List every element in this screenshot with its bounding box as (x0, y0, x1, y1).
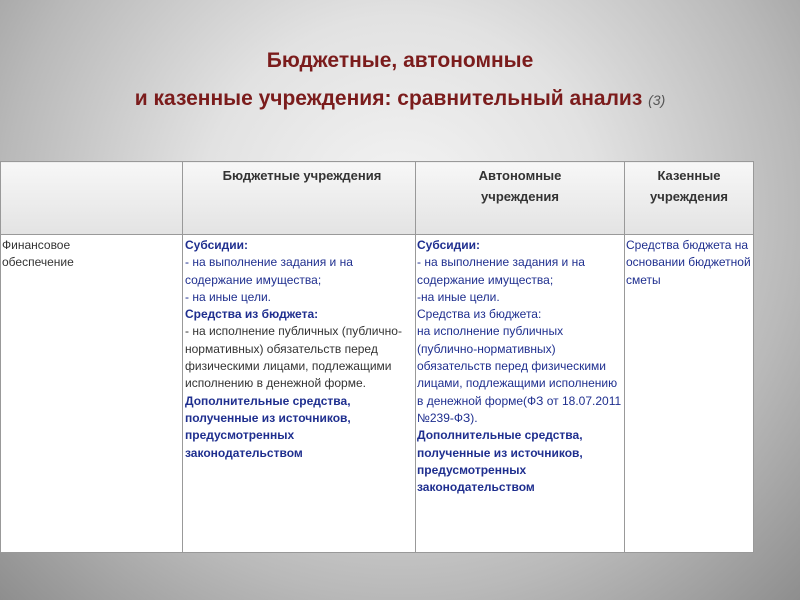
table-row-financing (1, 235, 754, 553)
row-label-cell (1, 235, 183, 553)
autonomous-subsidies-heading: Субсидии: (417, 238, 481, 252)
autonomous-funds-heading: Средства из бюджета: (417, 307, 542, 322)
comparison-table (0, 161, 754, 553)
slide-title (0, 42, 800, 119)
autonomous-cell (416, 235, 625, 553)
header-autonomous (416, 162, 625, 235)
table-header-row (1, 162, 754, 235)
title-suffix: (3) (648, 92, 666, 108)
budget-subsidy-item-1: - на выполнение задания и на содержание имущества; (185, 255, 353, 287)
header-budget-label: Бюджетные учреждения (222, 168, 382, 183)
header-empty-cell (1, 162, 183, 235)
row-label: Финансовое обеспечение (2, 238, 74, 270)
budget-additional-funds: Дополнительные средства, полученные из источников, предусмотренных законодательством (185, 393, 351, 460)
autonomous-additional-funds: Дополнительные средства, полученные из источников, предусмотренных законодательством (417, 428, 583, 495)
header-state-owned (625, 162, 754, 235)
autonomous-subsidy-item-2: -на иные цели. (417, 289, 500, 304)
autonomous-subsidy-item-1: - на выполнение задания и на содержание имущества; (417, 255, 585, 287)
title-line-2 (0, 80, 800, 119)
budget-funds-text: - на исполнение публичных (публично-нормативных) обязательств перед физическими лицами, подлежащими исполнению в денежной форме. (185, 324, 402, 391)
autonomous-funds-text: на исполнение публичных (публично-нормативных) обязательств перед физическими лицами, подлежащими исполнению в денежной форме(ФЗ от 18.07.2011 №239-ФЗ). (417, 324, 622, 425)
budget-subsidy-item-2: - на иные цели. (185, 289, 271, 304)
header-state-owned-label: Казенные учреждения (650, 168, 728, 204)
state-owned-cell (625, 235, 754, 553)
title-line-2-text: и казенные учреждения: сравнительный анализ (134, 87, 643, 110)
header-budget (183, 162, 416, 235)
state-owned-text: Средства бюджета на основании бюджетной сметы (626, 238, 751, 287)
budget-cell (183, 235, 416, 553)
budget-funds-heading: Средства из бюджета: (185, 307, 319, 322)
header-autonomous-label: Автономные учреждения (478, 168, 562, 204)
title-line-1: Бюджетные, автономные (266, 49, 534, 72)
budget-subsidies-heading: Субсидии: (185, 238, 249, 252)
